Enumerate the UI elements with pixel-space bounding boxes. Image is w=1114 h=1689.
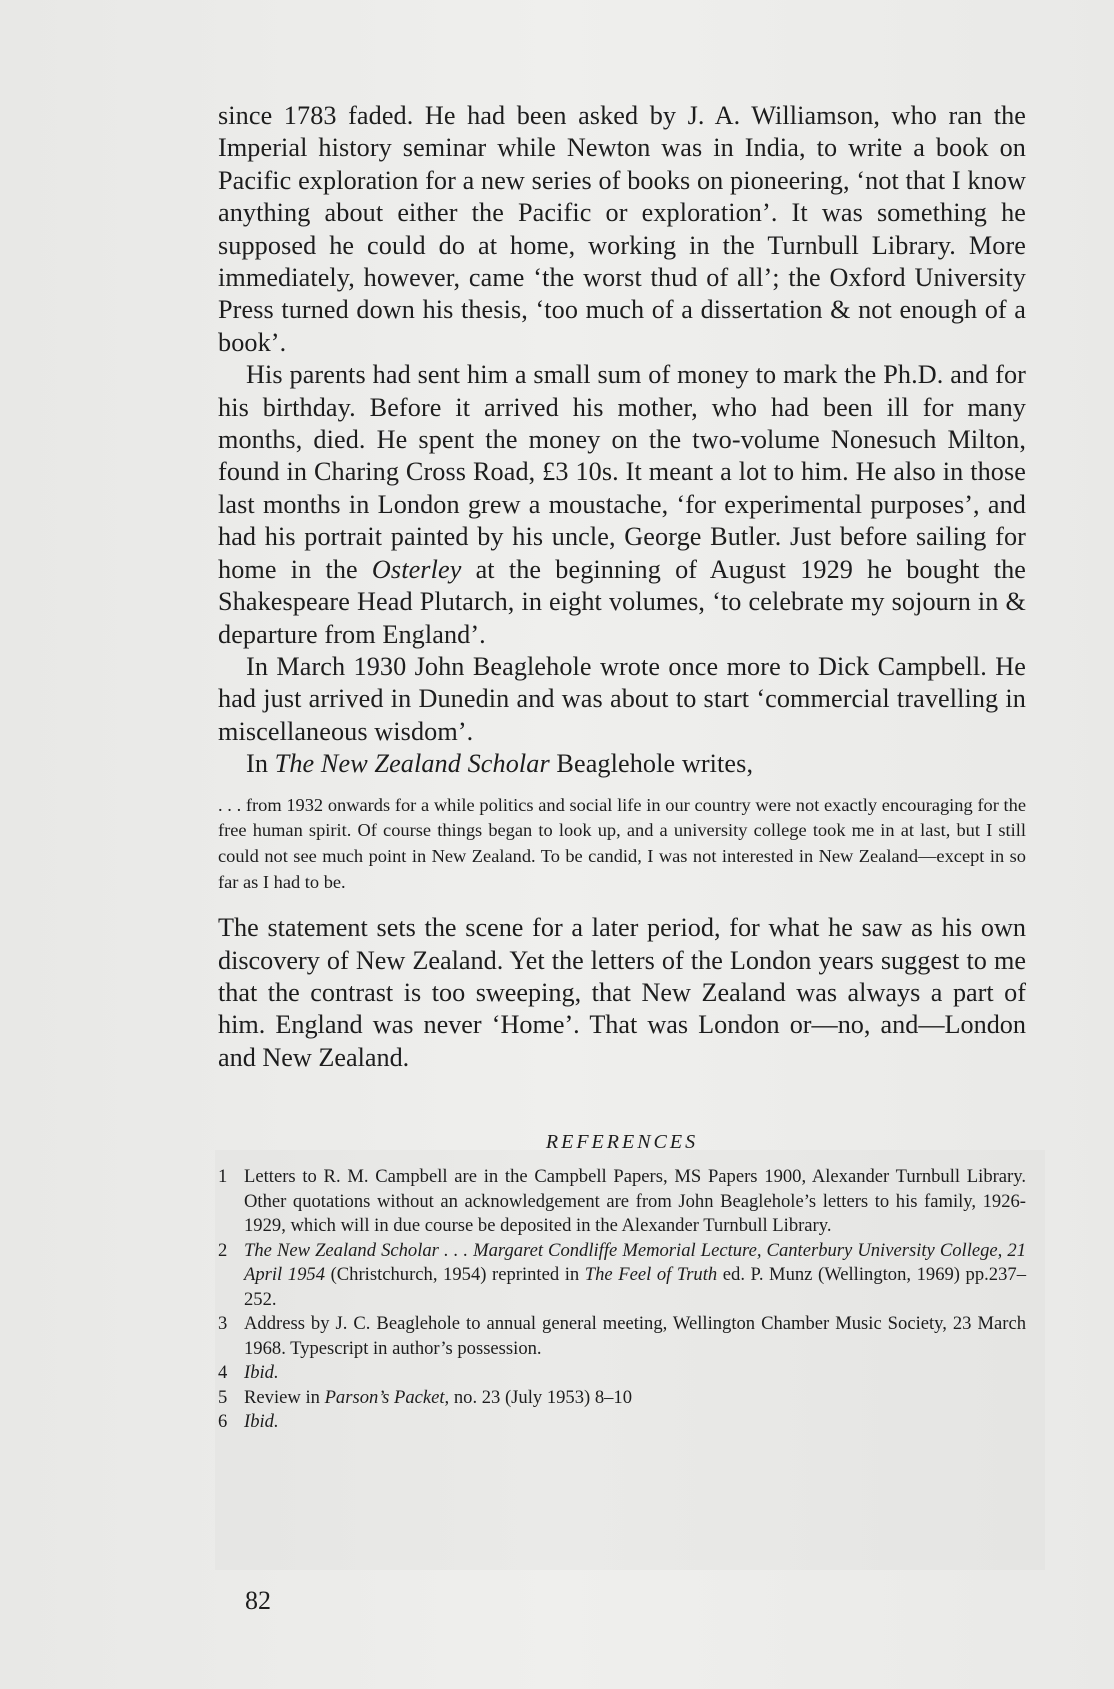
- reference-number: 5: [218, 1386, 228, 1408]
- block-quote: . . . from 1932 onwards for a while politics and social life in our country were not exactly encouraging for the free human spirit. Of course things began to look up, and a university college took me in at last, but I still could not see much point in New Zealand. To be candid, I was not interested in New Zealand—except in so far as I had to be.: [218, 794, 1026, 893]
- reference-plain-text: Address by J. C. Beaglehole to annual general meeting, Wellington Chamber Music Society, 23 March 1968. Typescript in author’s possession.: [244, 1313, 1026, 1359]
- paragraph-2-part-a: His parents had sent him a small sum of money to mark the Ph.D. and for his birthday. Before it arrived his mother, who had been ill for many months, died. He spent the money on the two-volume Nonesuch Milton, found in Charing Cross Road, £3 10s. It meant a lot to him. He also in those last months in London grew a moustache, ‘for experimental purposes’, and had his portrait painted by his uncle, George Butler. Just before sailing for home in the: [218, 360, 1026, 584]
- paragraph-4-part-a: In: [246, 749, 275, 779]
- references-list: [218, 1165, 1026, 1435]
- reference-italic-text: The Feel of Truth: [584, 1264, 718, 1286]
- paragraph-4: [218, 748, 1026, 780]
- reference-text: [244, 1312, 1026, 1361]
- reference-number: 6: [218, 1411, 228, 1433]
- reference-item: [218, 1239, 1026, 1313]
- reference-text: [244, 1410, 1026, 1435]
- reference-italic-text: Ibid.: [244, 1411, 279, 1433]
- reference-item: [218, 1312, 1026, 1361]
- reference-number: 2: [218, 1239, 228, 1261]
- closing-block: [218, 912, 1026, 1074]
- reference-plain-text: ed. P. Munz (Wellington, 1969) pp.237–252.: [244, 1264, 1026, 1310]
- reference-plain-text: Review in: [244, 1386, 325, 1408]
- reference-italic-text: Parson’s Packet: [324, 1386, 445, 1408]
- body-text: [218, 100, 1026, 781]
- paragraph-4-title: The New Zealand Scholar: [274, 749, 550, 779]
- reference-plain-text: Letters to R. M. Campbell are in the Campbell Papers, MS Papers 1900, Alexander Turnbull Library. Other quotations without an acknowledgement are from John Beaglehole’s letters to his family, 1926-1929, which will in due course be deposited in the Alexander Turnbull Library.: [244, 1166, 1026, 1237]
- paragraph-2: [218, 359, 1026, 651]
- reference-number: 1: [218, 1166, 228, 1188]
- reference-item: [218, 1386, 1026, 1411]
- reference-italic-text: The New Zealand Scholar . . . Margaret Condliffe Memorial Lecture, Canterbury University College, 21 April 1954: [244, 1239, 1026, 1286]
- paragraph-2-part-b: at the beginning of August 1929 he bought the Shakespeare Head Plutarch, in eight volumes, ‘to celebrate my sojourn in & departure from England’.: [218, 554, 1026, 649]
- paragraph-3: In March 1930 John Beaglehole wrote once more to Dick Campbell. He had just arrived in Dunedin and was about to start ‘commercial travelling in miscellaneous wisdom’.: [218, 651, 1026, 746]
- reference-plain-text: (Christchurch, 1954) reprinted in: [325, 1264, 585, 1286]
- reference-number: 3: [218, 1313, 228, 1335]
- reference-item: [218, 1165, 1026, 1239]
- text-column: [218, 100, 1026, 1435]
- reference-number: 4: [218, 1362, 228, 1384]
- references-heading: REFERENCES: [545, 1131, 699, 1154]
- closing-paragraph: The statement sets the scene for a later period, for what he saw as his own discovery of New Zealand. Yet the letters of the London years suggest to me that the contrast is too sweeping, that New Zealand was always a part of him. England was never ‘Home’. That was London or—no, and—London and New Zealand.: [218, 913, 1026, 1072]
- reference-text: [244, 1239, 1026, 1313]
- reference-plain-text: , no. 23 (July 1953) 8–10: [444, 1386, 633, 1408]
- reference-text: [244, 1165, 1026, 1239]
- reference-item: [218, 1410, 1026, 1435]
- reference-item: [218, 1361, 1026, 1386]
- paragraph-2-ship-name: Osterley: [371, 554, 462, 584]
- reference-italic-text: Ibid.: [244, 1362, 279, 1384]
- reference-text: [244, 1386, 1026, 1411]
- reference-text: [244, 1361, 1026, 1386]
- paragraph-4-part-b: Beaglehole writes,: [549, 749, 754, 779]
- paragraph-1: since 1783 faded. He had been asked by J. A. Williamson, who ran the Imperial history seminar while Newton was in India, to write a book on Pacific exploration for a new series of books on pioneering, ‘not that I know anything about either the Pacific or exploration’. It was something he supposed he could do at home, working in the Turnbull Library. More immediately, however, came ‘the worst thud of all’; the Oxford University Press turned down his thesis, ‘too much of a dissertation & not enough of a book’.: [218, 101, 1026, 357]
- page-number: 82: [245, 1586, 271, 1615]
